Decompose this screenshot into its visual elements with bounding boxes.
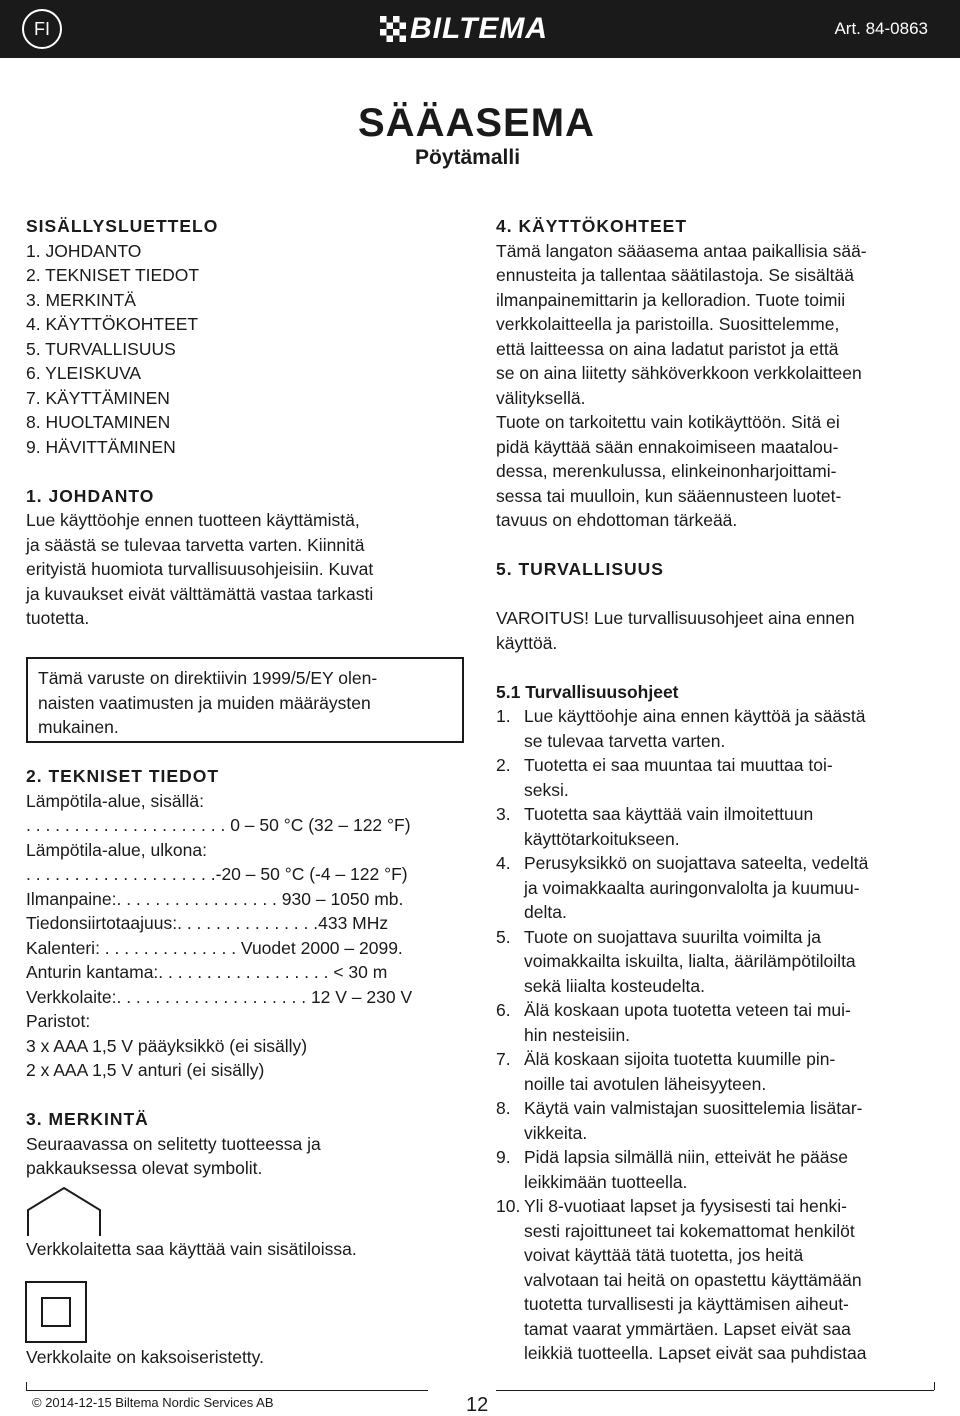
list-number: 2. [496,755,511,775]
list-number: 6. [496,1000,511,1020]
list-item-line: valvotaan tai heitä on opastettu käyttämään [524,1269,862,1290]
brand-name: BILTEMA [410,12,549,45]
usage-line: että laitteessa on aina ladatut paristot ja että [496,338,839,359]
list-item-line: hin nesteisiin. [524,1024,631,1045]
list-item-line: Älä koskaan upota tuotetta veteen tai mui- [524,1000,851,1020]
spec-line: Paristot: [26,1011,91,1031]
intro-line: tuotetta. [26,608,90,628]
list-item-line: vikkeita. [524,1122,588,1143]
toc-item[interactable]: 8. HUOLTAMINEN [26,412,171,432]
specs-heading: 2. TEKNISET TIEDOT [26,766,220,786]
warning-line: VAROITUS! Lue turvallisuusohjeet aina ennen [496,608,855,628]
footer-corner [26,1382,27,1390]
footer-rule [26,1390,428,1391]
spec-line: 3 x AAA 1,5 V pääyksikkö (ei sisälly) [26,1035,308,1056]
spec-line: Tiedonsiirtotaajuus:. . . . . . . . . . . . . . .433 MHz [26,913,389,933]
usage-line: tavuus on ehdottoman tärkeää. [496,510,738,530]
spec-line: Lämpötila-alue, sisällä: [26,790,205,811]
usage-line: välityksellä. [496,387,586,408]
list-item-line: Tuotetta saa käyttää vain ilmoitettuun [524,804,814,824]
usage-line: ennusteita ja tallentaa säätilastoja. Se sisältää [496,265,855,285]
intro-line: Lue käyttöohje ennen tuotteen käyttämistä, [26,510,360,530]
usage-heading: 4. KÄYTTÖKOHTEET [496,216,688,236]
copyright-text: © 2014-12-15 Biltema Nordic Services AB [32,1395,274,1410]
list-item-line: voivat käyttää tätä tuotetta, jos heitä [524,1245,804,1265]
page-subtitle: Pöytämalli [415,146,521,169]
intro-line: erityistä huomiota turvallisuusohjeisiin. Kuvat [26,559,374,579]
marking-heading: 3. MERKINTÄ [26,1109,149,1129]
toc-item[interactable]: 9. HÄVITTÄMINEN [26,436,176,457]
list-item-line: Perusyksikkö on suojattava sateelta, vedeltä [524,853,869,873]
directive-note-line: naisten vaatimusten ja muiden määräysten [38,692,371,713]
list-number: 9. [496,1147,511,1167]
safety-subheading: 5.1 Turvallisuusohjeet [496,681,679,702]
symbol-indoor-text: Verkkolaitetta saa käyttää vain sisätiloissa. [26,1239,357,1259]
list-item-line: Pidä lapsia silmällä niin, etteivät he pääse [524,1147,848,1167]
list-item-line: seksi. [524,779,569,800]
footer-rule [496,1390,934,1391]
list-item-line: Lue käyttöohje aina ennen käyttöä ja säästä [524,706,866,726]
page-number: 12 [466,1394,489,1416]
spec-line: Ilmanpaine:. . . . . . . . . . . . . . . . . 930 – 1050 mb. [26,888,404,909]
toc-heading: SISÄLLYSLUETTELO [26,216,219,236]
usage-line: ilmanpainemittarin ja kelloradion. Tuote toimii [496,289,846,310]
marking-line: pakkauksessa olevat symbolit. [26,1158,263,1178]
usage-line: pidä käyttää sään ennakoimiseen maatalou- [496,436,839,457]
toc-item[interactable]: 5. TURVALLISUUS [26,338,176,359]
spec-line: Anturin kantama:. . . . . . . . . . . . . . . . . . < 30 m [26,962,388,982]
page-title: SÄÄASEMA [358,101,595,145]
list-number: 8. [496,1098,511,1118]
list-number: 10. [496,1196,521,1216]
checkered-flag-icon [380,16,406,42]
list-item-line: leikkimään tuotteella. [524,1171,688,1192]
list-item-line: käyttötarkoitukseen. [524,828,680,849]
list-item-line: tuotetta turvallisesti ja käyttämisen aiheut- [524,1294,849,1314]
usage-line: sessa tai muulloin, kun sääennusteen luotet- [496,485,842,506]
intro-line: ja säästä se tulevaa tarvetta varten. Kiinnitä [26,534,365,555]
list-item-line: Käytä vain valmistajan suosittelemia lisätar- [524,1098,863,1118]
usage-line: Tuote on tarkoitettu vain kotikäyttöön. Sitä ei [496,412,840,432]
usage-line: verkkolaitteella ja paristoilla. Suosittelemme, [496,314,840,334]
list-item-line: Yli 8-vuotiaat lapset ja fyysisesti tai henki- [524,1196,847,1216]
list-item-line: sekä liialta kosteudelta. [524,975,705,996]
list-number: 3. [496,804,511,824]
list-item-line: delta. [524,902,567,922]
list-item-line: Tuote on suojattava suurilta voimilta ja [524,926,822,947]
spec-line: . . . . . . . . . . . . . . . . . . . .-20 – 50 °C (-4 – 122 °F) [26,864,408,884]
footer-corner [934,1382,935,1390]
list-item-line: Tuotetta ei saa muuntaa tai muuttaa toi- [524,755,833,775]
list-item-line: se tulevaa tarvetta varten. [524,730,726,751]
list-number: 4. [496,853,511,873]
toc-item[interactable]: 4. KÄYTTÖKOHTEET [26,314,199,334]
usage-line: Tämä langaton sääasema antaa paikallisia sää- [496,240,867,261]
warning-line: käyttöä. [496,632,558,653]
list-item-line: voimakkailta iskuilta, lialta, äärilämpötiloilta [524,951,856,971]
list-item-line: leikkiä tuotteella. Lapset eivät saa puhdistaa [524,1343,867,1363]
list-item-line: Älä koskaan sijoita tuotetta kuumille pin- [524,1049,836,1069]
toc-item[interactable]: 7. KÄYTTÄMINEN [26,387,170,408]
usage-line: se on aina liitetty sähköverkkoon verkkolaitteen [496,363,862,383]
safety-heading: 5. TURVALLISUUS [496,559,664,579]
directive-note-line: mukainen. [38,717,119,737]
toc-item[interactable]: 1. JOHDANTO [26,240,142,261]
spec-line: Verkkolaite:. . . . . . . . . . . . . . . . . . . . 12 V – 230 V [26,986,413,1007]
toc-item[interactable]: 6. YLEISKUVA [26,363,142,383]
language-badge: FI [22,9,62,49]
list-number: 1. [496,706,511,726]
directive-note-line: Tämä varuste on direktiivin 1999/5/EY olen- [38,668,378,688]
list-item-line: ja voimakkaalta auringonvalolta ja kuumuu- [524,877,860,898]
article-number: Art. 84-0863 [834,19,928,38]
list-item-line: noille tai avotulen läheisyyteen. [524,1073,767,1094]
intro-heading: 1. JOHDANTO [26,485,155,506]
list-item-line: tamat vaarat ymmärtäen. Lapset eivät saa [524,1318,851,1339]
toc-item[interactable]: 3. MERKINTÄ [26,289,136,310]
toc-item[interactable]: 2. TEKNISET TIEDOT [26,265,200,285]
spec-line: Kalenteri: . . . . . . . . . . . . . . Vuodet 2000 – 2099. [26,937,403,958]
symbol-double-insulation-text: Verkkolaite on kaksoiseristetty. [26,1347,264,1367]
intro-line: ja kuvaukset eivät välttämättä vastaa tarkasti [26,583,374,604]
double-insulation-icon [24,1280,88,1344]
brand-logo [380,14,548,44]
house-outline-icon [24,1186,104,1238]
spec-line: Lämpötila-alue, ulkona: [26,839,207,860]
list-number: 7. [496,1049,511,1069]
marking-line: Seuraavassa on selitetty tuotteessa ja [26,1133,321,1154]
spec-line: . . . . . . . . . . . . . . . . . . . . . 0 – 50 °C (32 – 122 °F) [26,815,411,835]
list-number: 5. [496,926,511,947]
usage-line: dessa, merenkulussa, elinkeinonharjoittami- [496,461,837,481]
list-item-line: sesti rajoittuneet tai kokemattomat henkilöt [524,1220,855,1241]
spec-line: 2 x AAA 1,5 V anturi (ei sisälly) [26,1060,265,1080]
